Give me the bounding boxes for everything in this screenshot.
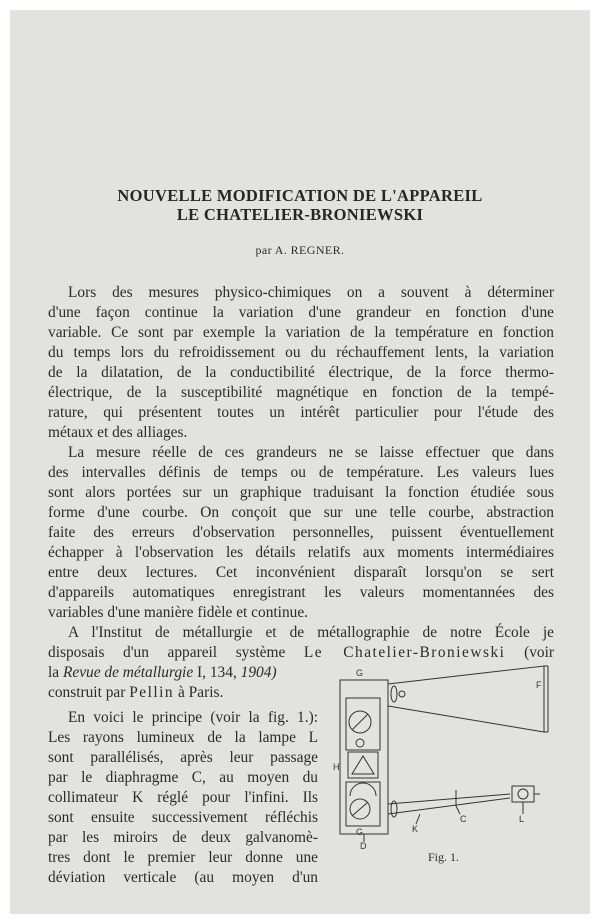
prism-icon (352, 756, 374, 774)
mirror-line (352, 714, 368, 730)
text-line: Les rayons lumineux de la lampe L (48, 729, 318, 746)
text-line: électrique, de la susceptibilité magnétique en fonction de la tempé- (48, 384, 554, 401)
text-segment: disposais d'un appareil système (48, 644, 286, 661)
journal-title: Revue de métallurgie (62, 664, 194, 681)
text-line: par les miroirs de deux galvanomè- (48, 829, 318, 846)
text-line: du temps lors du refroidissement ou du réchauffement lents, la variation (48, 344, 554, 361)
text-line: variable. Ce sont par exemple la variation de la température en fonction (48, 324, 554, 341)
label-c: C (460, 814, 467, 824)
text-line: variables d'une manière fidèle et continue. (48, 604, 309, 621)
lens-small (399, 691, 405, 697)
text-line: échapper à l'observation les détails relatifs aux moments intermédiaires (48, 544, 554, 561)
text-line: entre deux lectures. Cet inconvénient disparaît lorsqu'on se sert (48, 564, 554, 581)
text-line: par le diaphragme C, au moyen du (48, 769, 318, 786)
text-line: sont alors portées sur un graphique traduisant la fonction étudiée sous (48, 484, 554, 501)
text-line: de la dilatation, de la conductibilité électrique, de la force thermo- (48, 364, 554, 381)
text-line-maker (48, 683, 318, 703)
maker-name: Pellin (129, 684, 175, 701)
article-title-line-1: NOUVELLE MODIFICATION DE L'APPAREIL (117, 186, 483, 205)
text-line: métaux et des alliages. (48, 424, 188, 441)
galvanometer-top-knob (356, 739, 364, 747)
text-line: rature, qui présentent toutes un intérêt particulier pour l'étude des (48, 404, 554, 421)
label-h: H (333, 762, 340, 772)
mirror-line (352, 802, 368, 816)
text-segment: la (48, 664, 60, 681)
figure-caption: Fig. 1. (428, 850, 460, 864)
label-g-top: G (356, 668, 364, 678)
text-line: forme d'une courbe. On conçoit que sur une telle courbe, abstraction (48, 504, 554, 521)
text-segment: à Paris. (178, 684, 224, 701)
text-line: A l'Institut de métallurgie et de métallographie de notre École je (68, 624, 554, 641)
author-byline: par A. REGNER. (255, 243, 345, 257)
collimator-k (388, 798, 510, 814)
apparatus-name: Le Chatelier-Broniewski (303, 644, 506, 661)
leader-k (416, 814, 420, 824)
apparatus-figure (330, 664, 556, 850)
text-line: faite des erreurs d'observation personnelles, puissent éventuellement (48, 524, 554, 541)
text-segment: (voir (524, 644, 554, 661)
lamp-l-housing (512, 786, 534, 802)
text-line: sont ensuite successivement réfléchis (48, 809, 318, 826)
text-line: d'appareils automatiques enregistrant les valeurs momentannées des (48, 584, 554, 601)
text-line: Lors des mesures physico-chimiques on a souvent à déterminer (68, 284, 554, 301)
journal-year: 1904) (240, 664, 277, 681)
text-line: En voici le principe (voir la fig. 1.): (68, 709, 318, 726)
text-line: des intervalles définis de temps ou de température. Les valeurs lues (48, 464, 554, 481)
tube-f (388, 666, 544, 732)
label-f: F (536, 680, 542, 690)
text-line: collimateur K réglé pour l'infini. Ils (48, 789, 318, 806)
leader-c (456, 806, 460, 814)
collimator-k (388, 794, 510, 804)
galvanometer-bottom-arc (350, 783, 376, 796)
text-segment: I, 134, (197, 664, 237, 681)
text-line: d'une façon continue la variation d'une grandeur en fonction d'une (48, 304, 554, 321)
lamp-l-bulb (518, 789, 528, 799)
text-line: tres dont le premier leur donne une (48, 849, 318, 866)
text-line: La mesure réelle de ces grandeurs ne se laisse effectuer que dans (68, 444, 554, 461)
text-line: sont parallélisés, après leur passage (48, 749, 318, 766)
label-l: L (519, 814, 525, 824)
text-segment: construit par (48, 684, 126, 701)
galvanometer-top-box (346, 698, 380, 750)
label-g-bottom: G (356, 827, 364, 837)
label-k: K (412, 824, 419, 834)
lens-top (391, 686, 397, 702)
label-d: D (360, 841, 367, 850)
article-title-line-2: LE CHATELIER-BRONIEWSKI (176, 205, 424, 224)
text-line-reference (48, 663, 318, 683)
text-line: déviation verticale (au moyen d'un (48, 869, 318, 886)
text-line-apparatus (48, 643, 554, 663)
